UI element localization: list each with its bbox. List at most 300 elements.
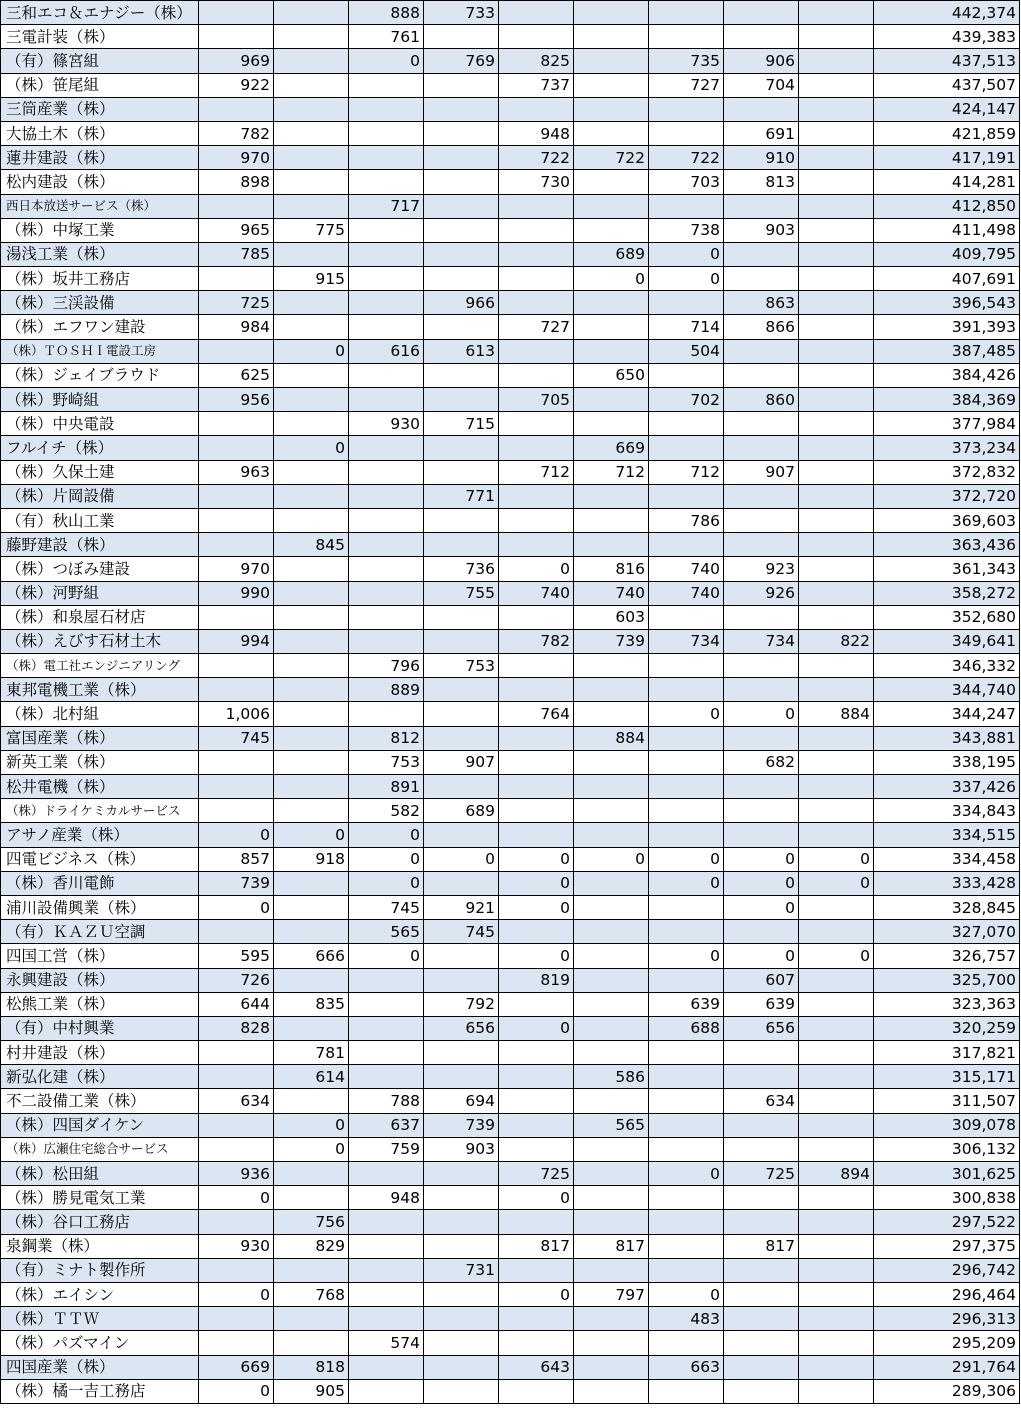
value-cell [349, 1307, 424, 1331]
value-cell [574, 895, 649, 919]
value-cell [424, 460, 499, 484]
company-name-cell: 浦川設備興業（株） [1, 895, 199, 919]
total-cell: 372,720 [874, 484, 1020, 508]
value-cell [424, 1282, 499, 1306]
table-row [1, 1234, 1020, 1258]
value-cell: 816 [574, 557, 649, 581]
value-cell [499, 1065, 574, 1089]
value-cell [799, 121, 874, 145]
value-cell: 930 [349, 412, 424, 436]
company-name-cell: 西日本放送サービス（株） [1, 194, 199, 218]
value-cell: 753 [424, 654, 499, 678]
value-cell [724, 799, 799, 823]
value-cell [574, 944, 649, 968]
company-name-cell: （株）ＴＯＳＨＩ電設工房 [1, 339, 199, 363]
total-cell: 352,680 [874, 605, 1020, 629]
value-cell: 643 [499, 1355, 574, 1379]
value-cell [199, 799, 274, 823]
table-row [1, 436, 1020, 460]
table-row [1, 629, 1020, 653]
company-name-cell: （株）四国ダイケン [1, 1113, 199, 1137]
value-cell [724, 1065, 799, 1089]
value-cell: 812 [349, 726, 424, 750]
value-cell [799, 1234, 874, 1258]
value-cell [799, 750, 874, 774]
value-cell: 922 [199, 73, 274, 97]
value-cell [574, 484, 649, 508]
table-row [1, 1113, 1020, 1137]
total-cell: 344,247 [874, 702, 1020, 726]
value-cell [499, 412, 574, 436]
value-cell [574, 654, 649, 678]
total-cell: 439,383 [874, 25, 1020, 49]
value-cell: 565 [349, 920, 424, 944]
value-cell: 603 [574, 605, 649, 629]
value-cell: 639 [649, 992, 724, 1016]
value-cell [724, 1113, 799, 1137]
value-cell: 0 [499, 1186, 574, 1210]
value-cell: 990 [199, 581, 274, 605]
value-cell [499, 1210, 574, 1234]
value-cell: 737 [499, 73, 574, 97]
value-cell [199, 1, 274, 25]
value-cell: 984 [199, 315, 274, 339]
value-cell: 903 [724, 218, 799, 242]
value-cell [424, 1234, 499, 1258]
value-cell: 740 [649, 581, 724, 605]
value-cell: 907 [424, 750, 499, 774]
value-cell [799, 49, 874, 73]
value-cell [349, 1355, 424, 1379]
value-cell: 736 [424, 557, 499, 581]
value-cell: 0 [274, 823, 349, 847]
value-cell [349, 218, 424, 242]
table-row [1, 49, 1020, 73]
value-cell [424, 871, 499, 895]
table-row [1, 339, 1020, 363]
company-name-cell: 不二設備工業（株） [1, 1089, 199, 1113]
value-cell [424, 1331, 499, 1355]
value-cell [499, 1379, 574, 1403]
value-cell [799, 363, 874, 387]
value-cell [799, 97, 874, 121]
total-cell: 328,845 [874, 895, 1020, 919]
company-name-cell: （株）ＴＴＷ [1, 1307, 199, 1331]
value-cell [499, 97, 574, 121]
table-row [1, 146, 1020, 170]
value-cell: 739 [424, 1113, 499, 1137]
value-cell [724, 25, 799, 49]
value-cell: 714 [649, 315, 724, 339]
value-cell [274, 484, 349, 508]
value-cell: 764 [499, 702, 574, 726]
value-cell [649, 654, 724, 678]
value-cell: 0 [424, 847, 499, 871]
value-cell: 0 [799, 871, 874, 895]
value-cell: 688 [649, 1016, 724, 1040]
value-cell: 586 [574, 1065, 649, 1089]
value-cell: 782 [199, 121, 274, 145]
table-row [1, 1331, 1020, 1355]
value-cell: 0 [499, 1016, 574, 1040]
value-cell: 857 [199, 847, 274, 871]
value-cell: 644 [199, 992, 274, 1016]
value-cell [274, 920, 349, 944]
value-cell [799, 242, 874, 266]
total-cell: 306,132 [874, 1137, 1020, 1161]
value-cell [424, 194, 499, 218]
value-cell: 948 [349, 1186, 424, 1210]
value-cell [724, 1258, 799, 1282]
value-cell [349, 363, 424, 387]
value-cell: 705 [499, 388, 574, 412]
value-cell [349, 242, 424, 266]
value-cell: 819 [499, 968, 574, 992]
value-cell [724, 1355, 799, 1379]
value-cell: 614 [274, 1065, 349, 1089]
value-cell [724, 1041, 799, 1065]
company-name-cell: （有）篠宮組 [1, 49, 199, 73]
value-cell [274, 581, 349, 605]
value-cell [274, 702, 349, 726]
value-cell [799, 557, 874, 581]
value-cell: 0 [724, 895, 799, 919]
value-cell [724, 1331, 799, 1355]
value-cell [649, 194, 724, 218]
value-cell: 0 [199, 895, 274, 919]
value-cell [799, 581, 874, 605]
value-cell [574, 702, 649, 726]
total-cell: 442,374 [874, 1, 1020, 25]
value-cell [724, 775, 799, 799]
table-row [1, 170, 1020, 194]
value-cell [349, 1258, 424, 1282]
value-cell: 730 [499, 170, 574, 194]
value-cell [724, 678, 799, 702]
table-row [1, 895, 1020, 919]
table-row [1, 97, 1020, 121]
value-cell: 0 [649, 702, 724, 726]
company-name-cell: （株）久保土建 [1, 460, 199, 484]
value-cell [574, 533, 649, 557]
value-cell: 0 [649, 871, 724, 895]
company-name-cell: （株）エフワン建設 [1, 315, 199, 339]
value-cell [274, 49, 349, 73]
value-cell: 966 [424, 291, 499, 315]
total-cell: 346,332 [874, 654, 1020, 678]
value-cell [349, 73, 424, 97]
table-row [1, 218, 1020, 242]
value-cell: 828 [199, 1016, 274, 1040]
value-cell: 903 [424, 1137, 499, 1161]
value-cell: 970 [199, 557, 274, 581]
value-cell: 788 [349, 1089, 424, 1113]
value-cell [574, 1162, 649, 1186]
value-cell [649, 678, 724, 702]
value-cell: 727 [649, 73, 724, 97]
value-cell [274, 315, 349, 339]
value-cell [349, 557, 424, 581]
value-cell [274, 557, 349, 581]
value-cell: 756 [274, 1210, 349, 1234]
value-cell: 595 [199, 944, 274, 968]
value-cell [574, 968, 649, 992]
company-name-cell: 松井電機（株） [1, 775, 199, 799]
value-cell: 712 [574, 460, 649, 484]
value-cell [199, 339, 274, 363]
value-cell [199, 508, 274, 532]
value-cell [424, 1379, 499, 1403]
value-cell [199, 1258, 274, 1282]
value-cell: 0 [499, 871, 574, 895]
value-cell: 0 [499, 847, 574, 871]
value-cell [574, 1041, 649, 1065]
value-cell [574, 1089, 649, 1113]
value-cell: 910 [724, 146, 799, 170]
table-row [1, 194, 1020, 218]
total-cell: 334,515 [874, 823, 1020, 847]
value-cell [274, 871, 349, 895]
value-cell [424, 944, 499, 968]
value-cell: 745 [199, 726, 274, 750]
total-cell: 289,306 [874, 1379, 1020, 1403]
value-cell [199, 25, 274, 49]
company-name-cell: （株）エイシン [1, 1282, 199, 1306]
value-cell [649, 1186, 724, 1210]
value-cell: 0 [649, 267, 724, 291]
table-row [1, 412, 1020, 436]
value-cell [574, 992, 649, 1016]
value-cell [649, 363, 724, 387]
value-cell [424, 146, 499, 170]
value-cell [199, 484, 274, 508]
value-cell [799, 412, 874, 436]
value-cell: 817 [724, 1234, 799, 1258]
company-name-cell: 新英工業（株） [1, 750, 199, 774]
value-cell: 735 [649, 49, 724, 73]
value-cell [349, 146, 424, 170]
value-cell: 0 [274, 436, 349, 460]
company-name-cell: 泉鋼業（株） [1, 1234, 199, 1258]
value-cell [724, 267, 799, 291]
table-row [1, 1307, 1020, 1331]
total-cell: 421,859 [874, 121, 1020, 145]
value-cell [649, 895, 724, 919]
company-name-cell: 四電ビジネス（株） [1, 847, 199, 871]
value-cell [574, 1379, 649, 1403]
value-cell: 574 [349, 1331, 424, 1355]
value-cell: 703 [649, 170, 724, 194]
total-cell: 291,764 [874, 1355, 1020, 1379]
value-cell [799, 775, 874, 799]
value-cell [499, 1331, 574, 1355]
value-cell [799, 73, 874, 97]
value-cell [424, 1355, 499, 1379]
value-cell: 650 [574, 363, 649, 387]
total-cell: 315,171 [874, 1065, 1020, 1089]
value-cell: 884 [799, 702, 874, 726]
total-cell: 333,428 [874, 871, 1020, 895]
total-cell: 424,147 [874, 97, 1020, 121]
table-row [1, 654, 1020, 678]
value-cell [349, 460, 424, 484]
value-cell: 669 [574, 436, 649, 460]
value-cell: 722 [499, 146, 574, 170]
value-cell [274, 1186, 349, 1210]
value-cell [574, 871, 649, 895]
value-cell [499, 363, 574, 387]
table-row [1, 750, 1020, 774]
value-cell: 625 [199, 363, 274, 387]
value-cell [349, 992, 424, 1016]
value-cell [499, 823, 574, 847]
company-name-cell: 村井建設（株） [1, 1041, 199, 1065]
value-cell [199, 1065, 274, 1089]
value-cell [574, 1, 649, 25]
value-cell: 0 [499, 895, 574, 919]
value-cell [349, 388, 424, 412]
value-cell [499, 920, 574, 944]
total-cell: 411,498 [874, 218, 1020, 242]
value-cell [649, 1210, 724, 1234]
value-cell [574, 388, 649, 412]
value-cell [724, 484, 799, 508]
value-cell [574, 1307, 649, 1331]
value-cell [649, 1089, 724, 1113]
value-cell [799, 25, 874, 49]
value-cell [574, 218, 649, 242]
value-cell [424, 170, 499, 194]
table-row [1, 1089, 1020, 1113]
value-cell [424, 1041, 499, 1065]
company-name-cell: （株）パズマイン [1, 1331, 199, 1355]
value-cell [799, 484, 874, 508]
company-name-cell: （株）えびす石材土木 [1, 629, 199, 653]
value-cell [724, 1282, 799, 1306]
value-cell: 582 [349, 799, 424, 823]
total-cell: 297,522 [874, 1210, 1020, 1234]
company-name-cell: （株）つぼみ建設 [1, 557, 199, 581]
value-cell [499, 775, 574, 799]
value-cell [799, 726, 874, 750]
value-cell [424, 1162, 499, 1186]
company-name-cell: （株）中塚工業 [1, 218, 199, 242]
table-row [1, 1065, 1020, 1089]
value-cell: 689 [424, 799, 499, 823]
value-cell: 866 [724, 315, 799, 339]
value-cell: 822 [799, 629, 874, 653]
company-name-cell: 四国工営（株） [1, 944, 199, 968]
table-row [1, 533, 1020, 557]
value-cell [799, 1089, 874, 1113]
value-cell [499, 1113, 574, 1137]
value-cell [799, 339, 874, 363]
value-cell [349, 267, 424, 291]
value-cell [574, 823, 649, 847]
value-cell [799, 460, 874, 484]
value-cell: 835 [274, 992, 349, 1016]
company-name-cell: （株）橘一吉工務店 [1, 1379, 199, 1403]
value-cell [799, 1137, 874, 1161]
value-cell [349, 1282, 424, 1306]
value-cell [424, 1210, 499, 1234]
value-cell: 0 [274, 1113, 349, 1137]
total-cell: 387,485 [874, 339, 1020, 363]
total-cell: 337,426 [874, 775, 1020, 799]
value-cell [499, 750, 574, 774]
value-cell [724, 508, 799, 532]
value-cell: 921 [424, 895, 499, 919]
value-cell [349, 436, 424, 460]
value-cell [799, 170, 874, 194]
value-cell [799, 992, 874, 1016]
value-cell [499, 1258, 574, 1282]
total-cell: 295,209 [874, 1331, 1020, 1355]
company-name-cell: （株）広瀬住宅総合サービス [1, 1137, 199, 1161]
total-cell: 361,343 [874, 557, 1020, 581]
value-cell [649, 1113, 724, 1137]
value-cell [499, 484, 574, 508]
total-cell: 372,832 [874, 460, 1020, 484]
value-cell [499, 1089, 574, 1113]
value-cell [799, 1, 874, 25]
value-cell [349, 605, 424, 629]
table-row [1, 73, 1020, 97]
value-cell [424, 436, 499, 460]
value-cell [649, 1234, 724, 1258]
value-cell [649, 97, 724, 121]
value-cell [649, 484, 724, 508]
value-cell: 781 [274, 1041, 349, 1065]
value-cell [724, 533, 799, 557]
value-cell: 712 [649, 460, 724, 484]
value-cell [199, 654, 274, 678]
value-cell: 731 [424, 1258, 499, 1282]
company-name-cell: 永興建設（株） [1, 968, 199, 992]
total-cell: 334,458 [874, 847, 1020, 871]
value-cell: 0 [649, 1282, 724, 1306]
company-name-cell: （株）勝見電気工業 [1, 1186, 199, 1210]
table-row [1, 1355, 1020, 1379]
table-row [1, 557, 1020, 581]
value-cell: 906 [724, 49, 799, 73]
value-cell: 722 [649, 146, 724, 170]
value-cell: 704 [724, 73, 799, 97]
value-cell [724, 194, 799, 218]
total-cell: 317,821 [874, 1041, 1020, 1065]
value-cell: 717 [349, 194, 424, 218]
company-name-cell: （有）秋山工業 [1, 508, 199, 532]
value-cell: 726 [199, 968, 274, 992]
table-row [1, 508, 1020, 532]
value-cell: 0 [724, 702, 799, 726]
value-cell [424, 242, 499, 266]
value-cell [274, 460, 349, 484]
total-cell: 414,281 [874, 170, 1020, 194]
value-cell [349, 170, 424, 194]
company-name-cell: （株）和泉屋石材店 [1, 605, 199, 629]
table-row [1, 1379, 1020, 1403]
value-cell [799, 1210, 874, 1234]
value-cell [799, 291, 874, 315]
value-cell: 891 [349, 775, 424, 799]
value-cell [649, 726, 724, 750]
value-cell [724, 1307, 799, 1331]
value-cell [424, 508, 499, 532]
total-cell: 296,464 [874, 1282, 1020, 1306]
value-cell [349, 581, 424, 605]
value-cell [499, 992, 574, 1016]
